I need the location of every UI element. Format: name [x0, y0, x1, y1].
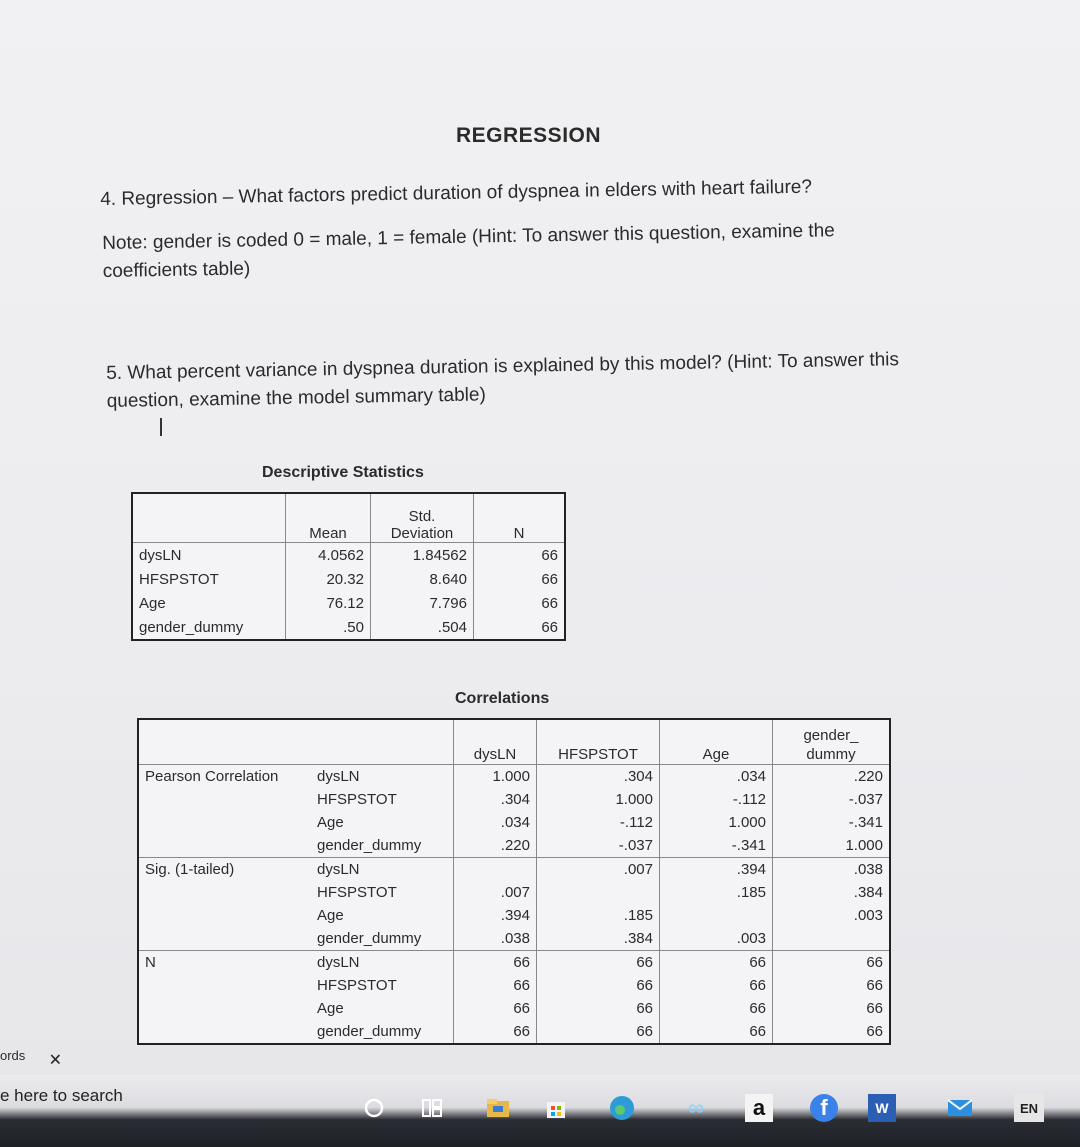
- table-cell: .220: [773, 765, 891, 789]
- infinity-app-icon[interactable]: ∞: [688, 1095, 704, 1120]
- text-cursor-icon: [160, 418, 162, 436]
- descriptives-title: Descriptive Statistics: [262, 464, 424, 481]
- table-cell: .034: [660, 765, 773, 789]
- row-group-empty: [138, 1020, 311, 1044]
- table-cell: .003: [773, 904, 891, 927]
- row-group-empty: [138, 997, 311, 1020]
- correlations-title: Correlations: [455, 690, 550, 707]
- table-cell: .185: [537, 904, 660, 927]
- taskbar: [0, 1075, 1080, 1147]
- table-cell: 66: [537, 951, 660, 975]
- table-row: [138, 904, 890, 927]
- row-group-label: Pearson Correlation: [145, 768, 279, 785]
- col-gender-dummy: gender_ dummy: [773, 719, 891, 765]
- table-cell: .003: [660, 927, 773, 951]
- row-group-empty: [138, 927, 311, 951]
- table-cell: .007: [537, 858, 660, 882]
- table-cell: 1.000: [537, 788, 660, 811]
- table-row: Age 76.12 7.796 66: [132, 591, 565, 615]
- row-group-label: Sig. (1-tailed): [145, 861, 235, 878]
- word-icon[interactable]: W: [868, 1094, 896, 1122]
- table-cell: 66: [660, 1020, 773, 1044]
- col-n: N: [474, 493, 566, 543]
- row-variable-label: HFSPSTOT: [317, 884, 397, 901]
- row-variable-label: gender_dummy: [317, 837, 422, 854]
- table-cell: 66: [773, 951, 891, 975]
- table-cell: .394: [660, 858, 773, 882]
- table-cell: -.341: [660, 834, 773, 858]
- table-cell: .034: [454, 811, 537, 834]
- table-row: [138, 881, 890, 904]
- descriptive-statistics-table: [131, 492, 566, 641]
- mail-icon[interactable]: [946, 1094, 974, 1122]
- table-row: [138, 858, 890, 882]
- col-hfspstot: HFSPSTOT: [537, 719, 660, 765]
- cortana-icon[interactable]: [360, 1094, 388, 1122]
- word-count-icon[interactable]: 🗙: [50, 1050, 61, 1066]
- q5-line-1: 5. What percent variance in dyspnea duration is explained by this model? (Hint: To answer this: [106, 349, 900, 384]
- table-row: [138, 811, 890, 834]
- table-row: [138, 765, 890, 789]
- note-line-2: coefficients table): [102, 258, 251, 282]
- facebook-icon[interactable]: f: [810, 1094, 838, 1122]
- table-cell: -.112: [660, 788, 773, 811]
- table-cell: 66: [773, 974, 891, 997]
- file-explorer-icon[interactable]: [484, 1094, 512, 1122]
- table-cell: 66: [773, 1020, 891, 1044]
- table-cell: .007: [454, 881, 537, 904]
- table-row: HFSPSTOT 20.32 8.640 66: [132, 567, 565, 591]
- page-title: REGRESSION: [456, 124, 602, 147]
- table-cell: .384: [537, 927, 660, 951]
- table-row: gender_dummy .50 .504 66: [132, 615, 565, 640]
- table-cell: 66: [537, 974, 660, 997]
- edge-browser-icon[interactable]: [608, 1094, 636, 1122]
- table-row: [138, 788, 890, 811]
- table-cell: -.341: [773, 811, 891, 834]
- note-line-1: Note: gender is coded 0 = male, 1 = female (Hint: To answer this question, examine the: [102, 220, 835, 254]
- row-variable-label: Age: [317, 1000, 344, 1017]
- col-std-deviation: Std. Deviation: [371, 493, 474, 543]
- col-mean: Mean: [286, 493, 371, 543]
- row-variable-label: dysLN: [317, 954, 360, 971]
- table-row: dysLN 4.0562 1.84562 66: [132, 543, 565, 568]
- table-cell: 1.000: [454, 765, 537, 789]
- table-row: [138, 974, 890, 997]
- table-cell: .038: [773, 858, 891, 882]
- table-cell: [454, 858, 537, 882]
- q5-line-2: question, examine the model summary table): [106, 384, 486, 412]
- row-variable-label: dysLN: [317, 768, 360, 785]
- search-input[interactable]: e here to search: [0, 1086, 123, 1105]
- table-cell: [660, 904, 773, 927]
- table-cell: 66: [454, 974, 537, 997]
- table-cell: 1.000: [660, 811, 773, 834]
- table-cell: 1.000: [773, 834, 891, 858]
- table-cell: [773, 927, 891, 951]
- table-cell: .038: [454, 927, 537, 951]
- question-4: 4. Regression – What factors predict duration of dyspnea in elders with heart failure?: [100, 176, 813, 210]
- table-cell: 66: [537, 997, 660, 1020]
- correlations-table: [137, 718, 891, 1045]
- task-view-icon[interactable]: [418, 1094, 446, 1122]
- table-cell: 66: [454, 951, 537, 975]
- table-row: [138, 951, 890, 975]
- table-cell: .304: [537, 765, 660, 789]
- row-variable-label: gender_dummy: [317, 1023, 422, 1040]
- table-cell: 66: [660, 974, 773, 997]
- table-row: [138, 997, 890, 1020]
- row-group-empty: [138, 881, 311, 904]
- table-cell: 66: [454, 997, 537, 1020]
- table-row: [138, 927, 890, 951]
- table-cell: .220: [454, 834, 537, 858]
- language-indicator[interactable]: EN: [1014, 1094, 1044, 1122]
- row-group-empty: [138, 788, 311, 811]
- table-cell: -.037: [773, 788, 891, 811]
- col-age: Age: [660, 719, 773, 765]
- row-group-empty: [138, 904, 311, 927]
- table-cell: 66: [660, 951, 773, 975]
- table-row: [138, 1020, 890, 1044]
- table-cell: [537, 881, 660, 904]
- table-cell: .185: [660, 881, 773, 904]
- words-label: ords: [0, 1048, 26, 1063]
- store-icon[interactable]: [542, 1094, 570, 1122]
- row-variable-label: HFSPSTOT: [317, 791, 397, 808]
- table-cell: 66: [660, 997, 773, 1020]
- table-cell: .384: [773, 881, 891, 904]
- row-variable-label: Age: [317, 814, 344, 831]
- row-variable-label: Age: [317, 907, 344, 924]
- col-dysln: dysLN: [454, 719, 537, 765]
- table-cell: -.037: [537, 834, 660, 858]
- row-group-label: N: [145, 954, 156, 971]
- row-variable-label: dysLN: [317, 861, 360, 878]
- row-variable-label: gender_dummy: [317, 930, 422, 947]
- row-group-empty: [138, 834, 311, 858]
- amazon-icon[interactable]: a: [745, 1094, 773, 1122]
- table-row: [138, 834, 890, 858]
- row-group-empty: [138, 974, 311, 997]
- row-variable-label: HFSPSTOT: [317, 977, 397, 994]
- table-cell: -.112: [537, 811, 660, 834]
- table-cell: 66: [454, 1020, 537, 1044]
- row-group-empty: [138, 811, 311, 834]
- table-cell: .304: [454, 788, 537, 811]
- table-cell: .394: [454, 904, 537, 927]
- table-cell: 66: [773, 997, 891, 1020]
- table-cell: 66: [537, 1020, 660, 1044]
